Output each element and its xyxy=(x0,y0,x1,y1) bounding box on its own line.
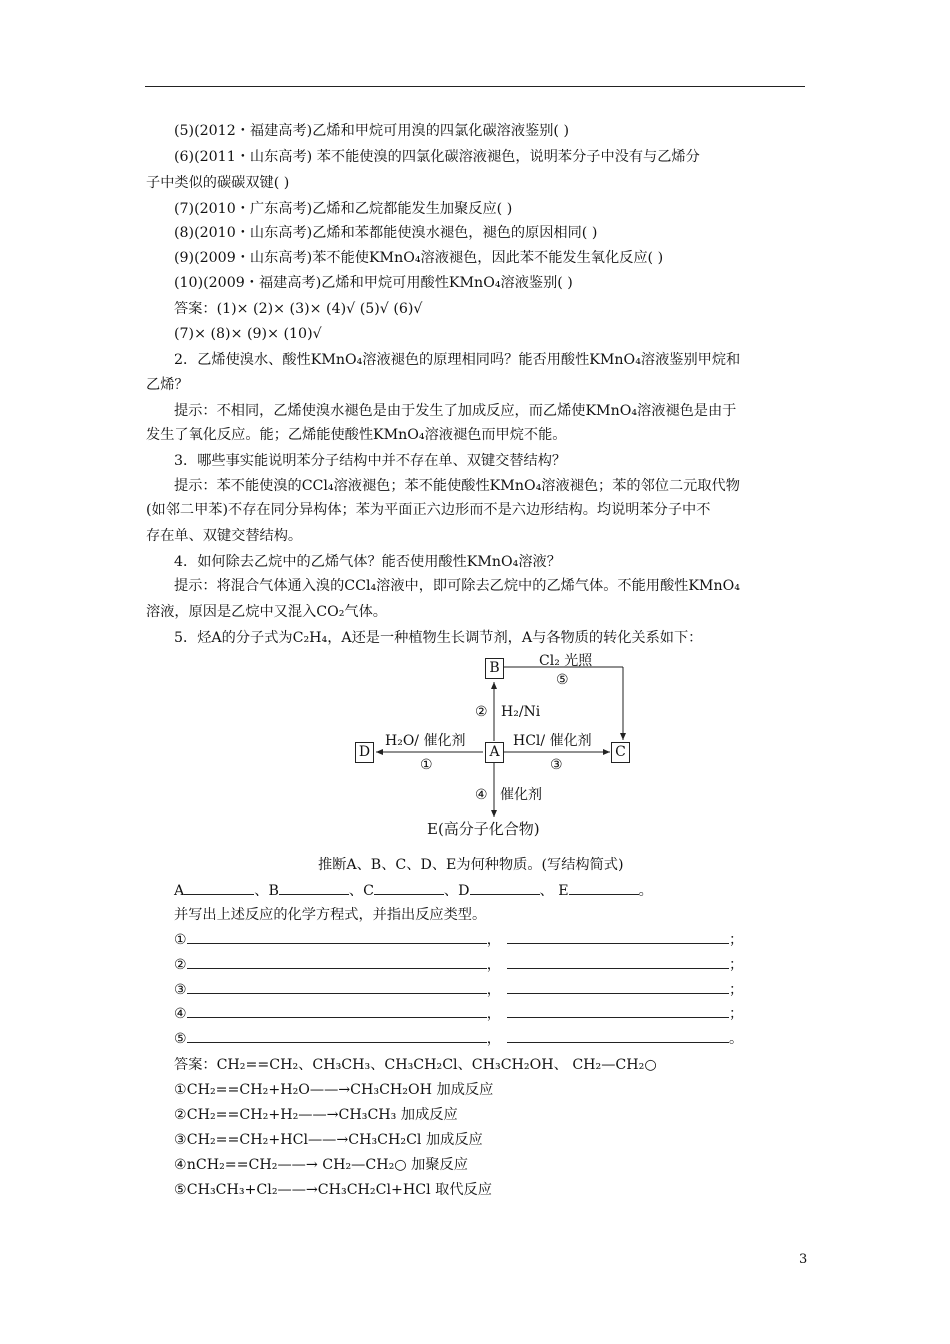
q2-question-cont: 乙烯？ xyxy=(146,377,189,393)
fill-label-a: A xyxy=(174,883,185,899)
q1-answer-line2: (7)× (8)× (9)× (10)√ xyxy=(174,326,322,342)
blank-marker-4: ④ xyxy=(174,1006,187,1022)
blank-end-1: ； xyxy=(728,932,744,948)
q4-hint-cont: 溶液，原因是乙烷中又混入CO₂气体。 xyxy=(146,604,387,620)
blank-marker-5: ⑤ xyxy=(174,1031,187,1047)
reaction-diagram xyxy=(345,652,645,847)
equation-blank-2[interactable] xyxy=(187,955,487,969)
equation-blank-row-2 xyxy=(174,955,743,975)
blank-sep-4: ， xyxy=(486,1006,501,1022)
header-rule xyxy=(145,86,805,87)
q1-item-8: (8)(2010・山东高考)乙烯和苯都能使溴水褪色，褪色的原因相同( ) xyxy=(174,225,598,241)
q5-answer-4: ④nCH₂==CH₂——→ CH₂—CH₂○ 加聚反应 xyxy=(174,1157,468,1173)
q5-answer-head: 答案：CH₂==CH₂、CH₃CH₃、CH₃CH₂Cl、CH₃CH₂OH、 CH₂—CH₂○ xyxy=(174,1057,657,1073)
q3-hint: 提示：苯不能使溴的CCl₄溶液褪色；苯不能使酸性KMnO₄溶液褪色；苯的邻位二元取代物 xyxy=(174,478,740,494)
equation-blank-4[interactable] xyxy=(187,1004,487,1018)
equation-blank-row-4 xyxy=(174,1004,743,1024)
blank-e[interactable] xyxy=(569,881,639,895)
q1-item-6: (6)(2011・山东高考) 苯不能使溴的四氯化碳溶液褪色，说明苯分子中没有与乙烯分 xyxy=(174,149,700,165)
fill-label-e: 、 E xyxy=(539,883,569,899)
label-step-5: ⑤ xyxy=(556,672,569,688)
q5-fill-line xyxy=(174,881,653,901)
q5-answer-1: ①CH₂==CH₂+H₂O——→CH₃CH₂OH 加成反应 xyxy=(174,1082,494,1098)
blank-c[interactable] xyxy=(374,881,444,895)
node-c: C xyxy=(611,742,630,763)
label-step-4: ④ xyxy=(475,787,488,803)
q3-hint-cont2: 存在单、双键交替结构。 xyxy=(146,528,303,544)
blank-sep-1: ， xyxy=(486,932,501,948)
q1-answer-line1: 答案：(1)× (2)× (3)× (4)√ (5)√ (6)√ xyxy=(174,301,423,317)
blank-end-4: ； xyxy=(728,1006,744,1022)
blank-marker-3: ③ xyxy=(174,982,187,998)
node-d: D xyxy=(355,742,374,763)
blank-end-3: ； xyxy=(728,982,744,998)
q5-infer: 推断A、B、C、D、E为何种物质。(写结构简式) xyxy=(318,857,624,873)
label-h2o-catalyst: H₂O/ 催化剂 xyxy=(385,733,466,749)
q5-question: 5．烃A的分子式为C₂H₄，A还是一种植物生长调节剂，A与各物质的转化关系如下： xyxy=(174,630,703,646)
type-blank-2[interactable] xyxy=(507,955,729,969)
blank-marker-2: ② xyxy=(174,957,187,973)
equation-blank-row-1 xyxy=(174,930,743,950)
type-blank-5[interactable] xyxy=(507,1029,729,1043)
type-blank-4[interactable] xyxy=(507,1004,729,1018)
equation-blank-row-3 xyxy=(174,980,743,1000)
q5-answer-2: ②CH₂==CH₂+H₂——→CH₃CH₃ 加成反应 xyxy=(174,1107,458,1123)
node-e: E(高分子化合物) xyxy=(427,820,540,838)
label-step-3: ③ xyxy=(550,757,563,773)
fill-end: 。 xyxy=(638,883,653,899)
blank-sep-3: ， xyxy=(486,982,501,998)
q1-item-6-cont: 子中类似的碳碳双键( ) xyxy=(146,175,290,191)
q5-answer-3: ③CH₂==CH₂+HCl——→CH₃CH₂Cl 加成反应 xyxy=(174,1132,483,1148)
page-number: 3 xyxy=(799,1252,808,1267)
equation-blank-1[interactable] xyxy=(187,930,487,944)
label-hcl-catalyst: HCl/ 催化剂 xyxy=(513,733,592,749)
fill-label-d: 、D xyxy=(443,883,470,899)
blank-end-5: 。 xyxy=(728,1031,744,1047)
label-catalyst-4: 催化剂 xyxy=(500,787,542,803)
q3-question: 3．哪些事实能说明苯分子结构中并不存在单、双键交替结构？ xyxy=(174,453,567,469)
label-step-1: ① xyxy=(420,757,433,773)
q4-hint: 提示：将混合气体通入溴的CCl₄溶液中，即可除去乙烷中的乙烯气体。不能用酸性KMnO₄ xyxy=(174,578,740,594)
q3-hint-cont1: (如邻二甲苯)不存在同分异构体；苯为平面正六边形而不是六边形结构。均说明苯分子中不 xyxy=(146,502,711,518)
equation-blank-row-5 xyxy=(174,1029,743,1049)
blank-b[interactable] xyxy=(279,881,349,895)
blank-marker-1: ① xyxy=(174,932,187,948)
q4-question: 4．如何除去乙烷中的乙烯气体？能否使用酸性KMnO₄溶液？ xyxy=(174,554,561,570)
q1-item-10: (10)(2009・福建高考)乙烯和甲烷可用酸性KMnO₄溶液鉴别( ) xyxy=(174,275,573,291)
type-blank-3[interactable] xyxy=(507,980,729,994)
blank-sep-2: ， xyxy=(486,957,501,973)
q5-write-prompt: 并写出上述反应的化学方程式，并指出反应类型。 xyxy=(174,907,487,923)
blank-sep-5: ， xyxy=(486,1031,501,1047)
label-step-2: ② xyxy=(475,704,488,720)
blank-a[interactable] xyxy=(184,881,254,895)
q1-item-7: (7)(2010・广东高考)乙烯和乙烷都能发生加聚反应( ) xyxy=(174,201,513,217)
blank-d[interactable] xyxy=(470,881,540,895)
q2-hint-cont: 发生了氧化反应。能；乙烯能使酸性KMnO₄溶液褪色而甲烷不能。 xyxy=(146,427,567,443)
equation-blank-3[interactable] xyxy=(187,980,487,994)
label-cl2-light: Cl₂ 光照 xyxy=(539,653,593,669)
label-h2-ni: H₂/Ni xyxy=(501,704,541,720)
q2-hint: 提示：不相同，乙烯使溴水褪色是由于发生了加成反应，而乙烯使KMnO₄溶液褪色是由于 xyxy=(174,403,737,419)
fill-label-c: 、C xyxy=(348,883,374,899)
equation-blank-5[interactable] xyxy=(187,1029,487,1043)
q1-item-5: (5)(2012・福建高考)乙烯和甲烷可用溴的四氯化碳溶液鉴别( ) xyxy=(174,123,569,139)
fill-label-b: 、B xyxy=(254,883,279,899)
blank-end-2: ； xyxy=(728,957,744,973)
q2-question: 2．乙烯使溴水、酸性KMnO₄溶液褪色的原理相同吗？能否用酸性KMnO₄溶液鉴别甲烷和 xyxy=(174,352,741,368)
node-a: A xyxy=(485,742,504,763)
type-blank-1[interactable] xyxy=(507,930,729,944)
q1-item-9: (9)(2009・山东高考)苯不能使KMnO₄溶液褪色，因此苯不能发生氧化反应( ) xyxy=(174,250,664,266)
q5-answer-5: ⑤CH₃CH₃+Cl₂——→CH₃CH₂Cl+HCl 取代反应 xyxy=(174,1182,492,1198)
node-b: B xyxy=(485,658,504,679)
